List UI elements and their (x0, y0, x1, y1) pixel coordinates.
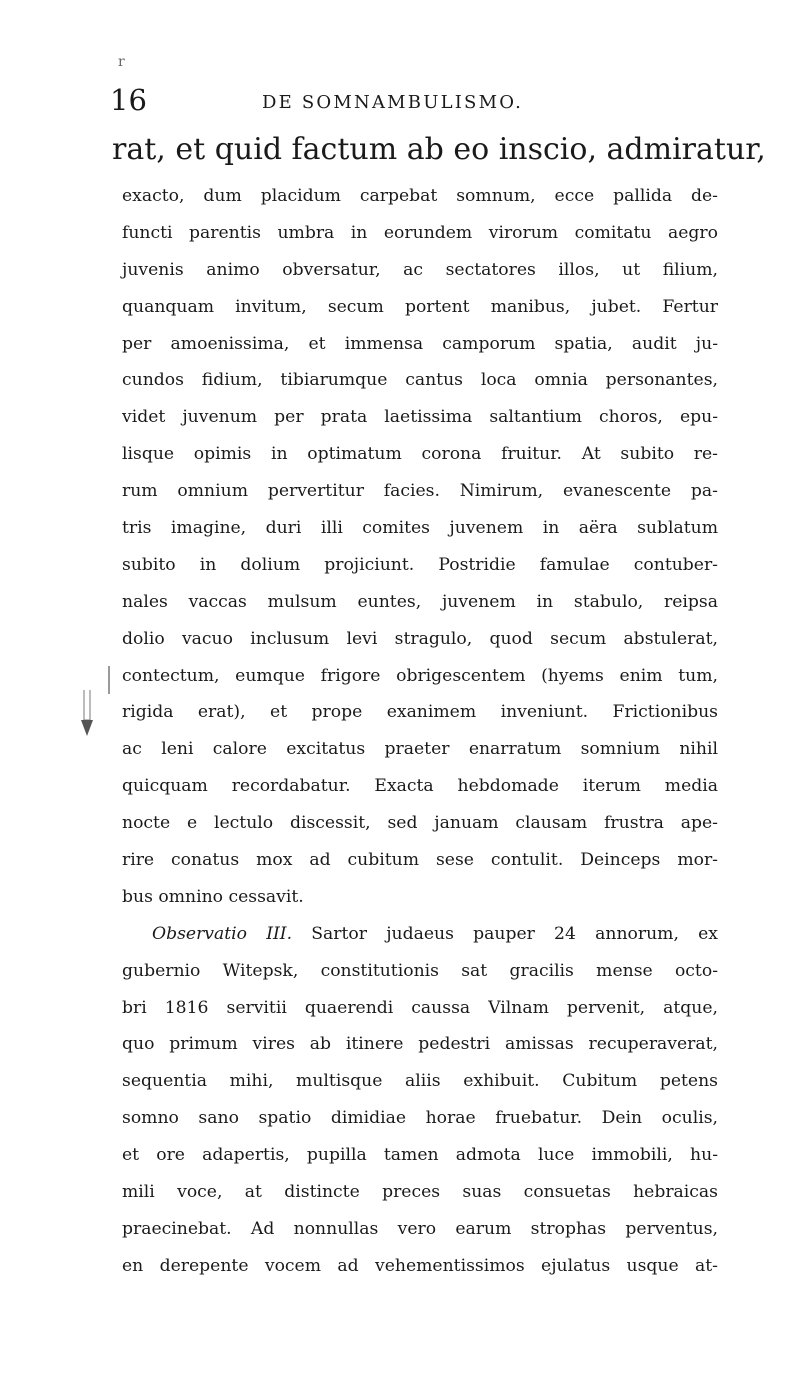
margin-mark: r (118, 54, 125, 70)
text-line: cundos fidium, tibiarumque cantus loca omnia personantes, (122, 370, 718, 391)
observation-heading-line (122, 916, 718, 953)
text-line: subito in dolium projiciunt. Postridie famulae contuber- (122, 554, 718, 575)
text-line: praecinebat. Ad nonnullas vero earum strophas perventus, (122, 1218, 718, 1239)
text-line: juvenis animo obversatur, ac sectatores illos, ut filium, (122, 259, 718, 280)
text-line: gubernio Witepsk, constitutionis sat gracilis mense octo- (122, 960, 718, 981)
text-line: rire conatus mox ad cubitum sese contulit. Deinceps mor- (122, 850, 718, 871)
text-line: nocte e lectulo discessit, sed januam clausam frustra ape- (122, 813, 718, 834)
text-line: sequentia mihi, multisque aliis exhibuit. Cubitum petens (122, 1071, 718, 1092)
text-line: exacto, dum placidum carpebat somnum, ecce pallida de- (122, 186, 718, 206)
continued-first-line: rat, et quid factum ab eo inscio, admiratur, (112, 132, 766, 167)
text-line: ac leni calore excitatus praeter enarratum somnium nihil (122, 739, 718, 760)
text-line: per amoenissima, et immensa camporum spatia, audit ju- (122, 333, 718, 354)
text-line: en derepente vocem ad vehementissimos ejulatus usque at- (122, 1255, 718, 1276)
text-line: tris imagine, duri illi comites juvenem in aëra sublatum (122, 518, 718, 539)
text-line: quo primum vires ab itinere pedestri amissas recuperaverat, (122, 1034, 718, 1055)
margin-arrow-icon (80, 690, 94, 738)
text-line: mili voce, at distincte preces suas consuetas hebraicas (122, 1182, 718, 1203)
text-line: lisque opimis in optimatum corona fruitur. At subito re- (122, 444, 718, 465)
text-line: et ore adapertis, pupilla tamen admota luce immobili, hu- (122, 1145, 718, 1166)
text-line: quicquam recordabatur. Exacta hebdomade iterum media (122, 776, 718, 797)
text-line: dolio vacuo inclusum levi stragulo, quod secum abstulerat, (122, 628, 718, 649)
text-line: bus omnino cessavit. (122, 886, 304, 907)
observation-first-line: Sartor judaeus pauper 24 annorum, ex (311, 923, 718, 944)
page-header (110, 84, 670, 124)
text-line: rum omnium pervertitur facies. Nimirum, evanescente pa- (122, 481, 718, 502)
observation-label: Observatio III. (152, 923, 293, 944)
body-text (122, 178, 718, 1285)
text-line: nales vaccas mulsum euntes, juvenem in stabulo, reipsa (122, 591, 718, 612)
text-line: videt juvenum per prata laetissima saltantium choros, epu- (122, 407, 718, 428)
gutter-tick (108, 666, 110, 694)
text-line: functi parentis umbra in eorundem virorum comitatu aegro (122, 222, 718, 243)
page-number: 16 (110, 83, 147, 117)
text-line: contectum, eumque frigore obrigescentem (hyems enim tum, (122, 665, 718, 686)
text-line: bri 1816 servitii quaerendi caussa Vilnam pervenit, atque, (122, 997, 718, 1018)
text-line: quanquam invitum, secum portent manibus, jubet. Fertur (122, 296, 718, 317)
running-head: DE SOMNAMBULISMO. (262, 92, 524, 113)
text-line: somno sano spatio dimidiae horae fruebatur. Dein oculis, (122, 1108, 718, 1129)
text-line: rigida erat), et prope exanimem inveniunt. Frictionibus (122, 702, 718, 723)
